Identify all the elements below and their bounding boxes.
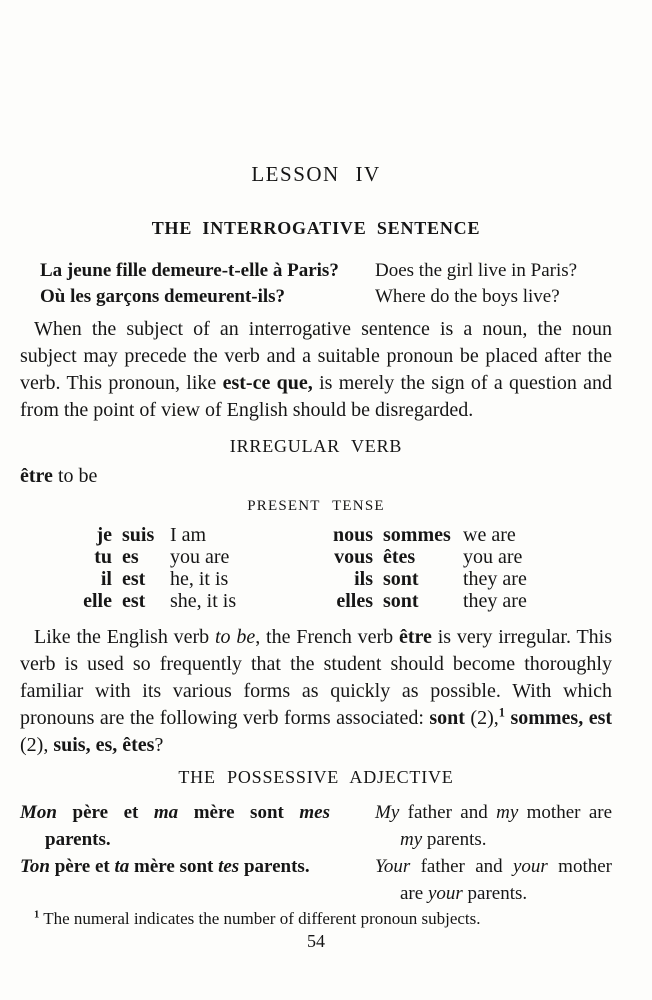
pronoun-fr: elles (336, 590, 373, 612)
page-content (20, 162, 612, 951)
pronoun-fr: vous (334, 546, 373, 568)
pronoun-fr: tu (94, 546, 112, 568)
verb-form-fr: est (122, 568, 146, 590)
pronoun-fr: ils (354, 568, 373, 590)
translation-en: they are (463, 590, 527, 612)
translation-en: we are (463, 524, 516, 546)
conjugation-table (20, 524, 612, 612)
interrogative-examples (40, 258, 612, 310)
present-tense-heading: PRESENT TENSE (247, 498, 385, 514)
footnote: $^1$ The numeral indicates the number of different pronoun subjects. (34, 909, 481, 928)
interrogative-explanation-paragraph: When the subject of an interrogative sentence is a noun, the noun subject may precede the verb and a suitable pronoun be placed after the verb. This pronoun, like est-ce que, is merely the sign of a question and from the point of view of English should be disregarded. (20, 318, 613, 421)
english-translation: Where do the boys live? (375, 286, 560, 307)
french-sentence: Ton père et ta mère sont tes parents. (20, 856, 310, 877)
pronoun-fr: il (100, 568, 112, 590)
translation-en: you are (463, 546, 523, 568)
translation-en: he, it is (170, 568, 229, 590)
verb-form-fr: suis (122, 524, 155, 546)
translation-en: they are (463, 568, 527, 590)
verb-form-fr: est (122, 590, 146, 612)
french-sentence: Mon père et ma mère sont mes parents. (20, 802, 330, 850)
translation-en: I am (170, 524, 207, 546)
lesson-title: LESSON IV (251, 162, 381, 186)
verb-form-fr: êtes (383, 546, 416, 568)
english-translation: Your father and your mother are your parents. (375, 856, 612, 904)
pronoun-fr: elle (83, 590, 112, 612)
french-sentence: Où les garçons demeurent-ils? (40, 286, 286, 307)
verb-form-fr: sommes (383, 524, 451, 546)
irregular-verb-discussion-paragraph: Like the English verb to be, the French verb être is very irregular. This verb is used so frequently that the student should become thoroughly familiar with its various forms as quickly as possible. With which pronouns are the following verb forms associated: sont (2),$^1$ sommes, est (2), suis, es, êtes? (20, 626, 613, 756)
possessive-examples (20, 799, 612, 907)
verb-form-fr: sont (383, 590, 419, 612)
verb-headword-line: être to be (20, 465, 98, 487)
verb-form-fr: es (122, 546, 139, 568)
irregular-verb-heading: IRREGULAR VERB (229, 436, 403, 456)
english-translation: Does the girl live in Paris? (375, 260, 578, 281)
pronoun-fr: nous (332, 524, 373, 546)
pronoun-fr: je (96, 524, 112, 546)
translation-en: she, it is (170, 590, 237, 612)
verb-form-fr: sont (383, 568, 419, 590)
interrogative-section-heading: THE INTERROGATIVE SENTENCE (151, 218, 481, 238)
english-translation: My father and my mother are my parents. (375, 802, 613, 850)
french-sentence: La jeune fille demeure-t-elle à Paris? (40, 260, 339, 281)
page-number: 54 (307, 931, 325, 951)
translation-en: you are (170, 546, 230, 568)
possessive-section-heading: THE POSSESSIVE ADJECTIVE (178, 767, 454, 787)
